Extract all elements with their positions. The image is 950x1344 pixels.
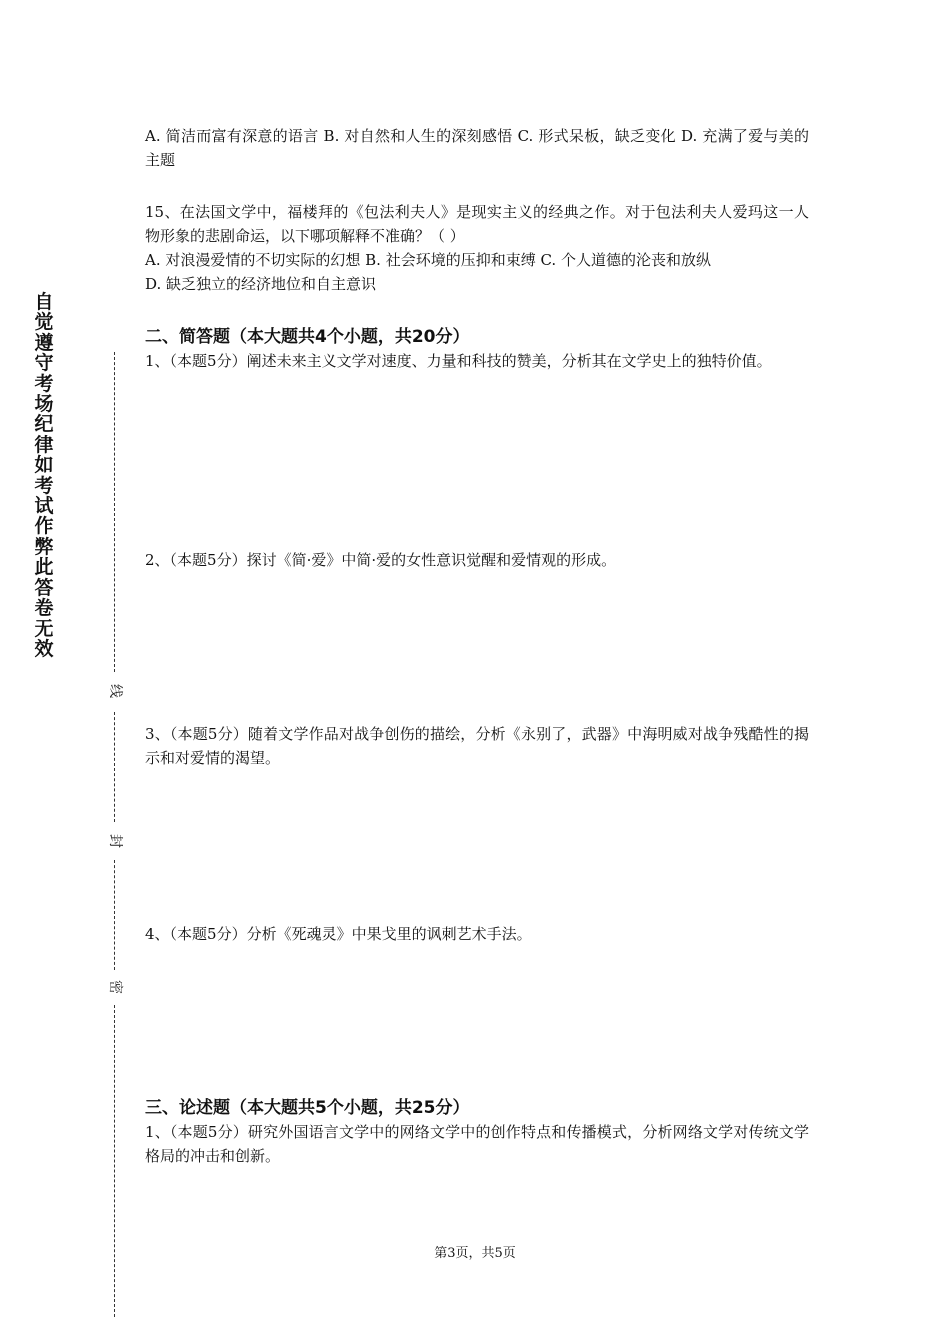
section-2-question-1 xyxy=(145,349,809,373)
section-3-title: 三、论述题（本大题共5个小题，共25分） xyxy=(145,1098,470,1118)
question-15-options-line-1: A. 对浪漫爱情的不切实际的幻想 B. 社会环境的压抑和束缚 C. 个人道德的沦丧和放纵 xyxy=(145,251,711,269)
seal-dashed-line xyxy=(114,352,115,672)
question-text: 3、（本题5分）随着文学作品对战争创伤的描绘，分析《永别了，武器》中海明威对战争残酷性的揭示和对爱情的渴望。 xyxy=(145,725,809,767)
question-text: 4、（本题5分）分析《死魂灵》中果戈里的讽刺艺术手法。 xyxy=(145,925,532,943)
section-2-question-4 xyxy=(145,922,809,946)
question-14-options-text: A. 简洁而富有深意的语言 B. 对自然和人生的深刻感悟 C. 形式呆板，缺乏变化 D. 充满了爱与美的主题 xyxy=(145,127,809,169)
seal-char-seal: 封 xyxy=(107,834,123,848)
seal-dashed-line xyxy=(114,860,115,970)
section-2-title: 二、简答题（本大题共4个小题，共20分） xyxy=(145,327,470,347)
question-15-stem: 15、在法国文学中，福楼拜的《包法利夫人》是现实主义的经典之作。对于包法利夫人爱玛这一人物形象的悲剧命运，以下哪项解释不准确？（ ） xyxy=(145,203,809,245)
section-2-question-2 xyxy=(145,548,809,572)
section-2-question-3 xyxy=(145,722,809,770)
question-text: 1、（本题5分）研究外国语言文学中的网络文学中的创作特点和传播模式，分析网络文学对传统文学格局的冲击和创新。 xyxy=(145,1123,809,1165)
section-3-question-1 xyxy=(145,1120,809,1168)
question-text: 1、（本题5分）阐述未来主义文学对速度、力量和科技的赞美，分析其在文学史上的独特价值。 xyxy=(145,352,772,370)
question-15 xyxy=(145,200,809,296)
question-14-options xyxy=(145,124,809,172)
exam-discipline-notice: 自觉遵守考场纪律如考试作弊此答卷无效 xyxy=(34,291,54,660)
question-15-options-line-2: D. 缺乏独立的经济地位和自主意识 xyxy=(145,275,377,293)
page-number: 第3页，共5页 xyxy=(434,1246,516,1261)
seal-dashed-line xyxy=(114,1005,115,1317)
seal-dashed-line xyxy=(114,712,115,822)
seal-char-close: 密 xyxy=(107,980,123,994)
question-text: 2、（本题5分）探讨《简·爱》中简·爱的女性意识觉醒和爱情观的形成。 xyxy=(145,551,617,569)
seal-char-line: 线 xyxy=(107,684,123,698)
